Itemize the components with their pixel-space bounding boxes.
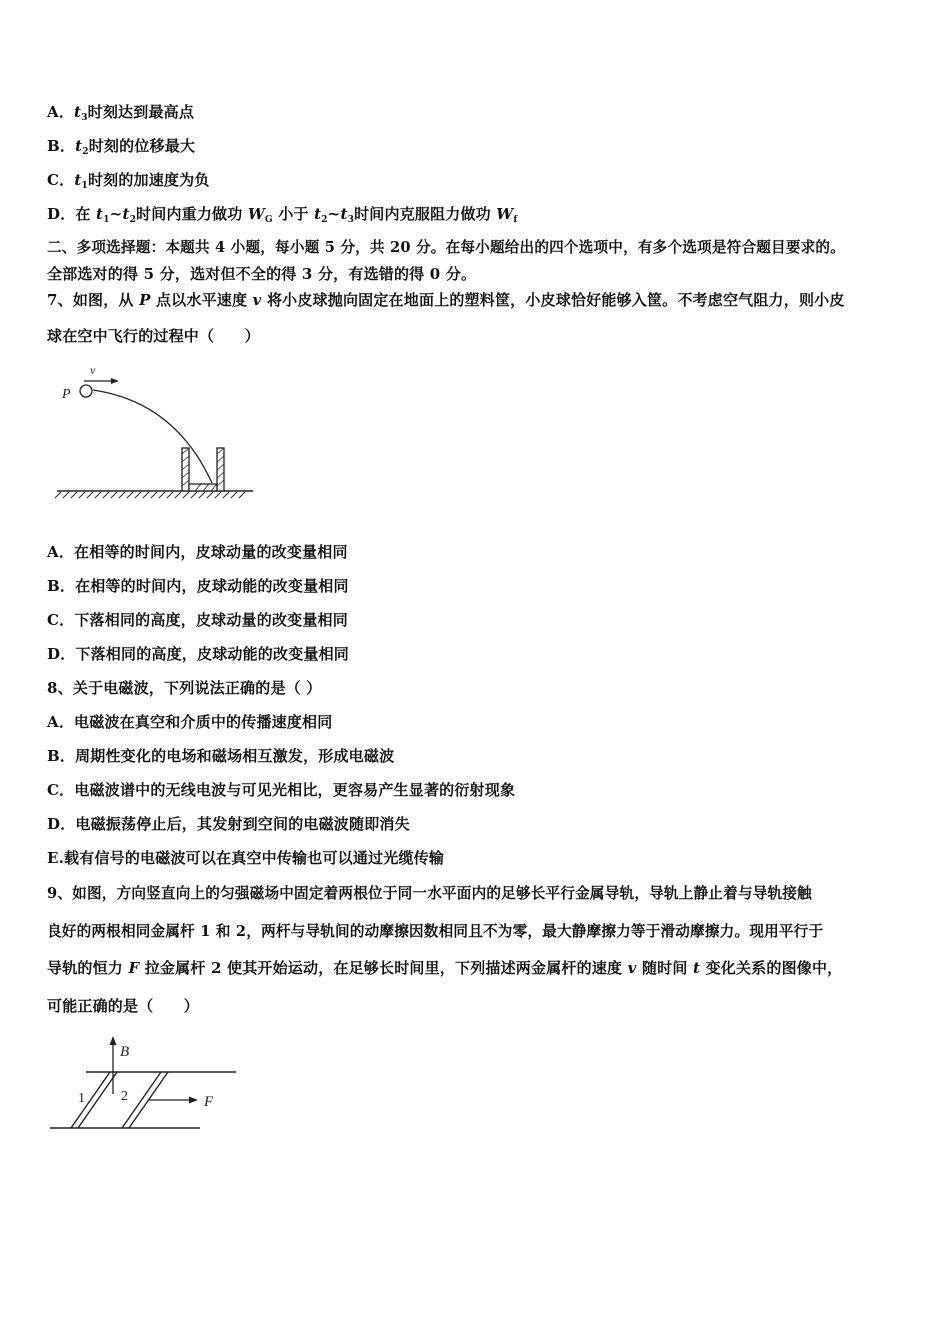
q8-option-b: B．周期性变化的电场和磁场相互激发，形成电磁波 xyxy=(47,747,395,765)
q6-option-b: B．$t_2$时刻的位移最大 xyxy=(47,137,196,157)
q8-option-d: D．电磁振荡停止后，其发射到空间的电磁波随即消失 xyxy=(47,815,410,833)
q8-option-a: A．电磁波在真空和介质中的传播速度相同 xyxy=(47,713,333,731)
q8-option-c: C．电磁波谱中的无线电波与可见光相比，更容易产生显著的衍射现象 xyxy=(47,781,516,799)
q9-stem-line-3: 导轨的恒力 F 拉金属杆 2 使其开始运动，在足够长时间里，下列描述两金属杆的速度 v 随时间 t 变化关系的图像中， xyxy=(47,959,843,977)
q7-option-c: C．下落相同的高度，皮球动量的改变量相同 xyxy=(47,611,348,629)
q9-stem-line-4: 可能正确的是（ ） xyxy=(47,997,200,1015)
q7-figure-projectile-basket xyxy=(55,362,260,510)
q9-stem-line-2: 良好的两根相同金属杆 1 和 2，两杆与导轨间的动摩擦因数相同且不为零，最大静摩擦力等于滑动摩擦力。现用平行于 xyxy=(47,923,824,940)
q7-stem-line-2: 球在空中飞行的过程中（ ） xyxy=(47,327,260,345)
q9-figure-rails-rods xyxy=(46,1034,241,1134)
q8-stem: 8、关于电磁波，下列说法正确的是（ ） xyxy=(47,679,322,697)
q9-stem-line-1: 9、如图，方向竖直向上的匀强磁场中固定着两根位于同一水平面内的足够长平行金属导轨，导轨上静止着与导轨接触 xyxy=(47,885,812,902)
q6-option-c: C．$t_1$时刻的加速度为负 xyxy=(47,171,210,191)
section-heading-line-2: 全部选对的得 5 分，选对但不全的得 3 分，有选错的得 0 分。 xyxy=(47,265,477,283)
q9-figure-label-b: B xyxy=(120,1044,130,1060)
q9-figure-label-1: 1 xyxy=(78,1091,85,1106)
q9-figure-label-2: 2 xyxy=(121,1089,128,1104)
q6-option-d: D．在 $t_1\sim t_2$时间内重力做功 $W_G$ 小于 $t_2\sim t_3$时间内克服阻力做功 $W_f$ xyxy=(47,205,518,225)
q7-option-a: A．在相等的时间内，皮球动量的改变量相同 xyxy=(47,543,348,561)
section-heading-line-1: 二、多项选择题：本题共 4 小题，每小题 5 分，共 20 分。在每小题给出的四个选项中，有多个选项是符合题目要求的。 xyxy=(47,239,845,256)
q6-option-a: A．$t_3$时刻达到最高点 xyxy=(47,103,195,123)
q7-option-d: D．下落相同的高度，皮球动能的改变量相同 xyxy=(47,645,350,663)
q8-option-e: E.载有信号的电磁波可以在真空中传输也可以通过光缆传输 xyxy=(47,849,445,867)
q7-figure-label-v: v xyxy=(90,363,96,377)
q7-figure-label-p: P xyxy=(62,387,71,402)
q7-option-b: B．在相等的时间内，皮球动能的改变量相同 xyxy=(47,577,349,595)
q7-stem-line-1: 7、如图，从 P 点以水平速度 v 将小皮球抛向固定在地面上的塑料筐，小皮球恰好能够入筐。不考虑空气阻力，则小皮 xyxy=(47,291,845,309)
q9-figure-label-f: F xyxy=(204,1094,214,1110)
